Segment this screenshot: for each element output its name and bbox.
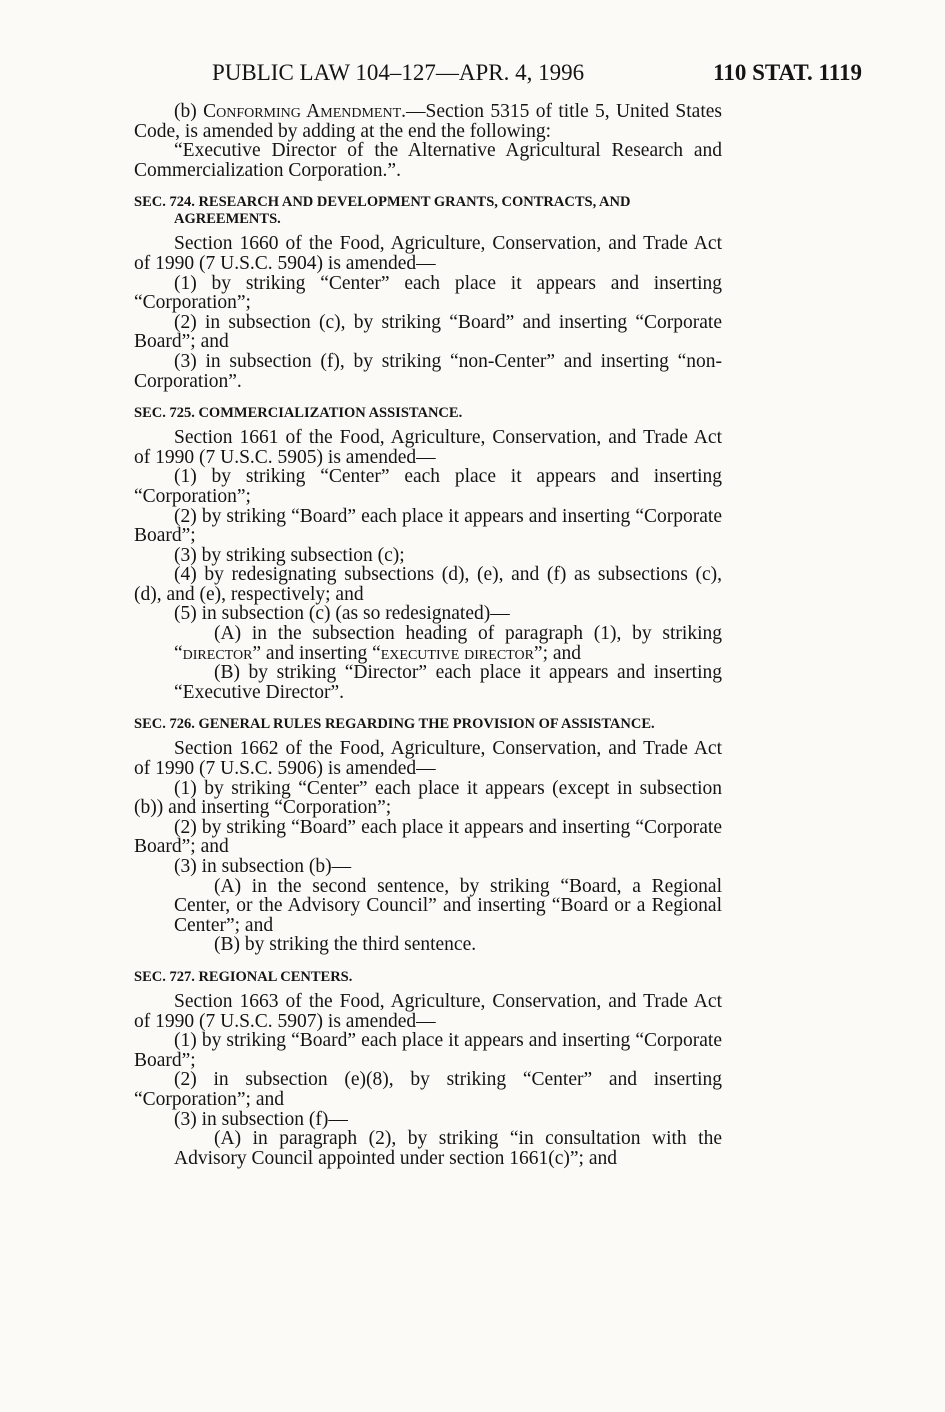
sec-725-item: (4) by redesignating subsections (d), (e), and (f) as subsections (c), (d), and (e), respectively; and: [134, 564, 722, 605]
conforming-amendment-paragraph: (b) Conforming Amendment.—Section 5315 of title 5, United States Code, is amended by adding at the end the following:: [134, 101, 722, 142]
sec-725-subparagraph-b: (B) by striking “Director” each place it appears and inserting “Executive Director”.: [174, 662, 722, 703]
public-law-title: PUBLIC LAW 104–127—APR. 4, 1996: [212, 60, 585, 85]
sec-727-heading: SEC. 727. REGIONAL CENTERS.: [134, 968, 353, 985]
sec-724-lead: Section 1660 of the Food, Agriculture, Conservation, and Trade Act of 1990 (7 U.S.C. 5904) is amended—: [134, 233, 722, 274]
sec-726-item: (2) by striking “Board” each place it appears and inserting “Corporate Board”; and: [134, 816, 722, 858]
sec-727-item: (1) by striking “Board” each place it appears and inserting “Corporate Board”;: [134, 1030, 722, 1071]
sec-725-item: (1) by striking “Center” each place it appears and inserting “Corporation”;: [134, 466, 722, 507]
sec-724-item: (2) in subsection (c), by striking “Board” and inserting “Corporate Board”; and: [134, 311, 722, 353]
sec-725-item: (2) by striking “Board” each place it appears and inserting “Corporate Board”;: [134, 505, 722, 547]
sec-726-heading: SEC. 726. GENERAL RULES REGARDING THE PROVISION OF ASSISTANCE.: [134, 716, 655, 733]
sec-726-item: (3) in subsection (b)—: [174, 856, 352, 877]
sec-724-item: (1) by striking “Center” each place it appears and inserting “Corporation”;: [134, 272, 722, 314]
sec-725-subparagraph-a: (A) in the subsection heading of paragraph (1), by striking “director” and inserting “executive director”; and: [174, 623, 722, 664]
amendment-quote: “Executive Director of the Alternative Agricultural Research and Commercialization Corporation.”.: [134, 140, 722, 181]
sec-725-item: (5) in subsection (c) (as so redesignated)—: [174, 603, 510, 625]
sec-727-subparagraph-a: (A) in paragraph (2), by striking “in consultation with the Advisory Council appointed under section 1661(c)”; and: [174, 1128, 722, 1169]
sec-725-item: (3) by striking subsection (c);: [174, 544, 405, 566]
sec-724-item: (3) in subsection (f), by striking “non-Center” and inserting “non-Corporation”.: [134, 350, 722, 392]
sec-727-item: (3) in subsection (f)—: [174, 1108, 348, 1130]
sec-727-item: (2) in subsection (e)(8), by striking “Center” and inserting “Corporation”; and: [134, 1069, 722, 1110]
conforming-amendment-label: Conforming Amendment.: [203, 101, 407, 122]
sec-725-heading: SEC. 725. COMMERCIALIZATION ASSISTANCE.: [134, 405, 463, 422]
sec-726-subparagraph-a: (A) in the second sentence, by striking “Board, a Regional Center, or the Advisory Council” and inserting “Board or a Regional Center”; and: [174, 875, 722, 936]
page-header: [134, 60, 862, 90]
sec-726-item: (1) by striking “Center” each place it appears (except in subsection (b)) and inserting “Corporation”;: [134, 777, 722, 819]
sec-727-lead: Section 1663 of the Food, Agriculture, Conservation, and Trade Act of 1990 (7 U.S.C. 5907) is amended—: [134, 990, 722, 1032]
sec-726-subparagraph-b: (B) by striking the third sentence.: [214, 934, 477, 956]
sec-724-heading: SEC. 724. RESEARCH AND DEVELOPMENT GRANTS, CONTRACTS, AND AGREEMENTS.: [134, 194, 631, 228]
sec-726-lead: Section 1662 of the Food, Agriculture, Conservation, and Trade Act of 1990 (7 U.S.C. 5906) is amended—: [134, 738, 722, 780]
document-body: [134, 102, 722, 1168]
sec-725-lead: Section 1661 of the Food, Agriculture, Conservation, and Trade Act of 1990 (7 U.S.C. 5905) is amended—: [134, 427, 722, 468]
stat-page-number: 110 STAT. 1119: [713, 60, 862, 85]
